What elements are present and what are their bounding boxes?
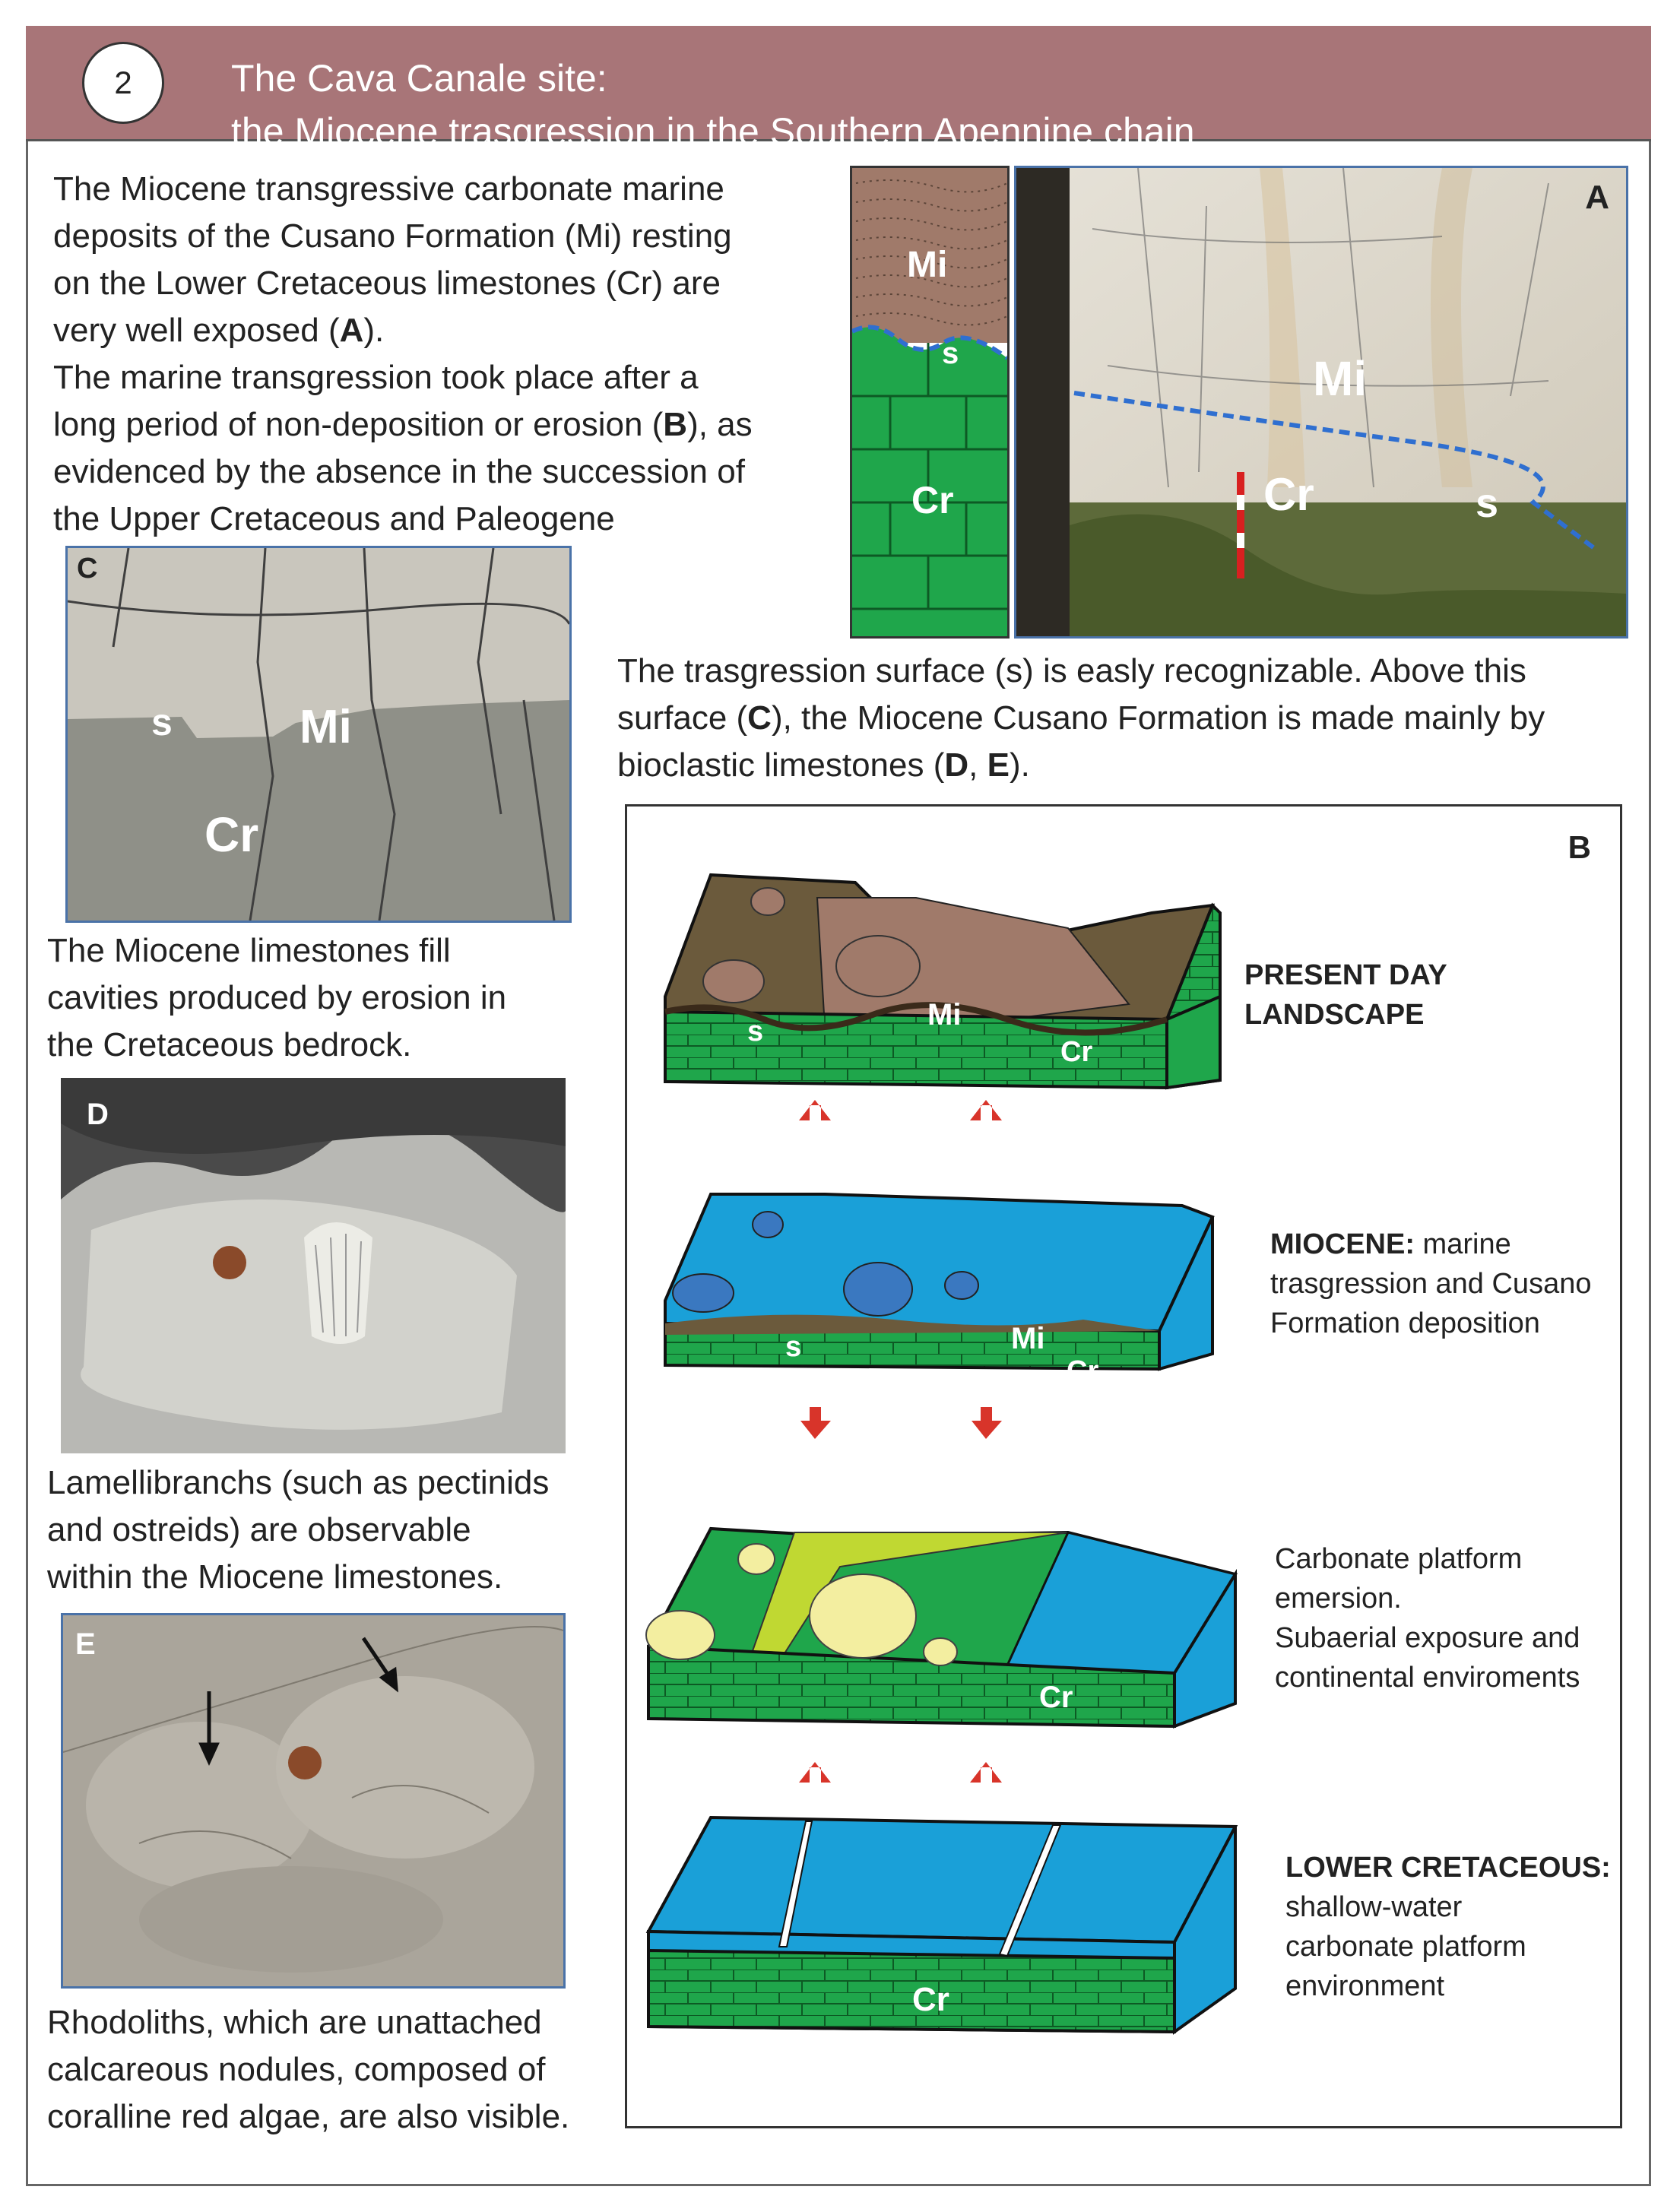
stage2-caption-line: trasgression and Cusano [1270,1268,1592,1300]
stage3-caption-line: emersion. [1275,1583,1402,1615]
page-title-line2: the Miocene trasgression in the Southern Apennine chain [231,110,1195,153]
stage3-caption-line: Subaerial exposure and [1275,1622,1580,1654]
intro-text: ), as [687,406,753,443]
column-label-cr: Cr [911,479,954,521]
stage4-label-cr: Cr [912,1981,949,2018]
rhodolith-photo-drawing [63,1615,563,1986]
figure-c-label: C [77,553,98,585]
surface-line: The trasgression surface (s) is easly recognizable. Above this [617,652,1526,689]
surface-text: ), the Miocene Cusano Formation is made mainly by [771,699,1545,737]
figure-a-photo [1014,166,1628,639]
figure-d-photo [61,1078,566,1453]
intro-line: the Upper Cretaceous and Paleogene [53,500,615,537]
stage2-text: marine [1415,1228,1511,1260]
stage3-label-cr: Cr [1039,1681,1073,1714]
figure-c-photo [65,546,572,923]
intro-text: ). [363,312,385,349]
surface-text: surface ( [617,699,748,737]
photo-a-label-mi: Mi [1313,351,1368,406]
intro-line: The Miocene transgressive carbonate marine [53,170,724,208]
stage1-title: PRESENT DAY LANDSCAPE [1244,959,1447,1031]
figure-e-label: E [75,1627,96,1661]
stage2-label-s: s [785,1331,802,1363]
stage2-label-cr: Cr [1067,1355,1099,1387]
photo-c-label-s: s [151,701,173,743]
surface-text: ). [1009,746,1030,784]
stage1-label-mi: Mi [927,998,962,1032]
caption-line: Lamellibranchs (such as pectinids [47,1464,550,1501]
figure-a-column [850,166,1010,639]
page-title-line1: The Cava Canale site: [231,57,607,100]
arrows-down-1 [800,1407,1002,1439]
stage2-title: MIOCENE: [1270,1228,1415,1260]
caption-line: cavities produced by erosion in [47,979,507,1016]
stop-number-badge: 2 [82,42,164,124]
surface-line [617,695,1651,742]
ref-d: D [944,746,969,784]
surface-text: , [968,746,987,784]
arrows-up-2 [799,1762,1002,1783]
stage2-caption-line: Formation deposition [1270,1307,1540,1339]
figure-d-label: D [87,1098,109,1131]
arrows-up-1 [799,1100,1002,1120]
surface-line [617,742,1651,789]
shell-photo-drawing [61,1078,566,1453]
caption-line: Rhodoliths, which are unattached [47,2004,542,2041]
intro-text: long period of non-deposition or erosion ( [53,406,664,443]
stage4-caption-line: shallow-water [1285,1891,1463,1923]
caption-line: within the Miocene limestones. [47,1558,503,1596]
caption-line: the Cretaceous bedrock. [47,1026,412,1063]
caption-e [47,1999,625,2141]
stage3-caption [1275,1539,1580,1697]
intro-line: The marine transgression took place after a [53,359,699,396]
intro-line [53,307,844,354]
ref-e: E [987,746,1010,784]
ref-a: A [339,312,364,349]
surface-text: bioclastic limestones ( [617,746,945,784]
stage2-caption-line [1270,1225,1591,1264]
intro-line: evidenced by the absence in the succession of [53,453,745,490]
photo-c-label-mi: Mi [300,701,352,753]
stage2-caption [1270,1225,1591,1343]
surface-paragraph [617,648,1651,789]
intro-line: deposits of the Cusano Formation (Mi) resting [53,217,732,255]
intro-line: on the Lower Cretaceous limestones (Cr) are [53,265,721,302]
photo-a-label-s: s [1476,480,1499,526]
stage2-label-mi: Mi [1011,1322,1045,1355]
ref-c: C [747,699,772,737]
column-label-s: s [942,337,959,370]
intro-paragraph [53,166,844,543]
stage1-label-cr: Cr [1060,1036,1093,1068]
header-banner [26,26,1651,153]
figure-b-label: B [1567,829,1591,865]
intro-line [53,401,844,448]
stage3-caption-line: Carbonate platform [1275,1543,1523,1575]
figure-e-photo [61,1613,566,1989]
figure-b-panel [625,804,1622,2128]
stage3-caption-line: continental enviroments [1275,1662,1580,1694]
stage3-block [646,1529,1235,1726]
column-label-mi: Mi [907,245,948,285]
intro-text: very well exposed ( [53,312,340,349]
caption-line: coralline red algae, are also visible. [47,2098,570,2135]
stage1-block [665,875,1220,1088]
ref-b: B [663,406,688,443]
caption-line: The Miocene limestones fill [47,932,451,969]
caption-line: calcareous nodules, composed of [47,2051,546,2088]
stage1-label-s: s [747,1016,764,1047]
caption-d [47,1459,610,1601]
stage4-caption-line: carbonate platform [1285,1931,1526,1963]
caption-line: and ostreids) are observable [47,1511,471,1548]
strat-column-drawing [852,168,1007,636]
stage4-caption-line: environment [1285,1970,1445,2002]
caption-c [47,927,610,1069]
figure-a-label: A [1585,179,1609,216]
stage2-block [665,1194,1212,1369]
stage4-title: LOWER CRETACEOUS: [1285,1852,1611,1884]
photo-c-label-cr: Cr [204,807,259,862]
photo-a-label-cr: Cr [1263,469,1314,520]
stage4-caption [1285,1848,1611,2006]
